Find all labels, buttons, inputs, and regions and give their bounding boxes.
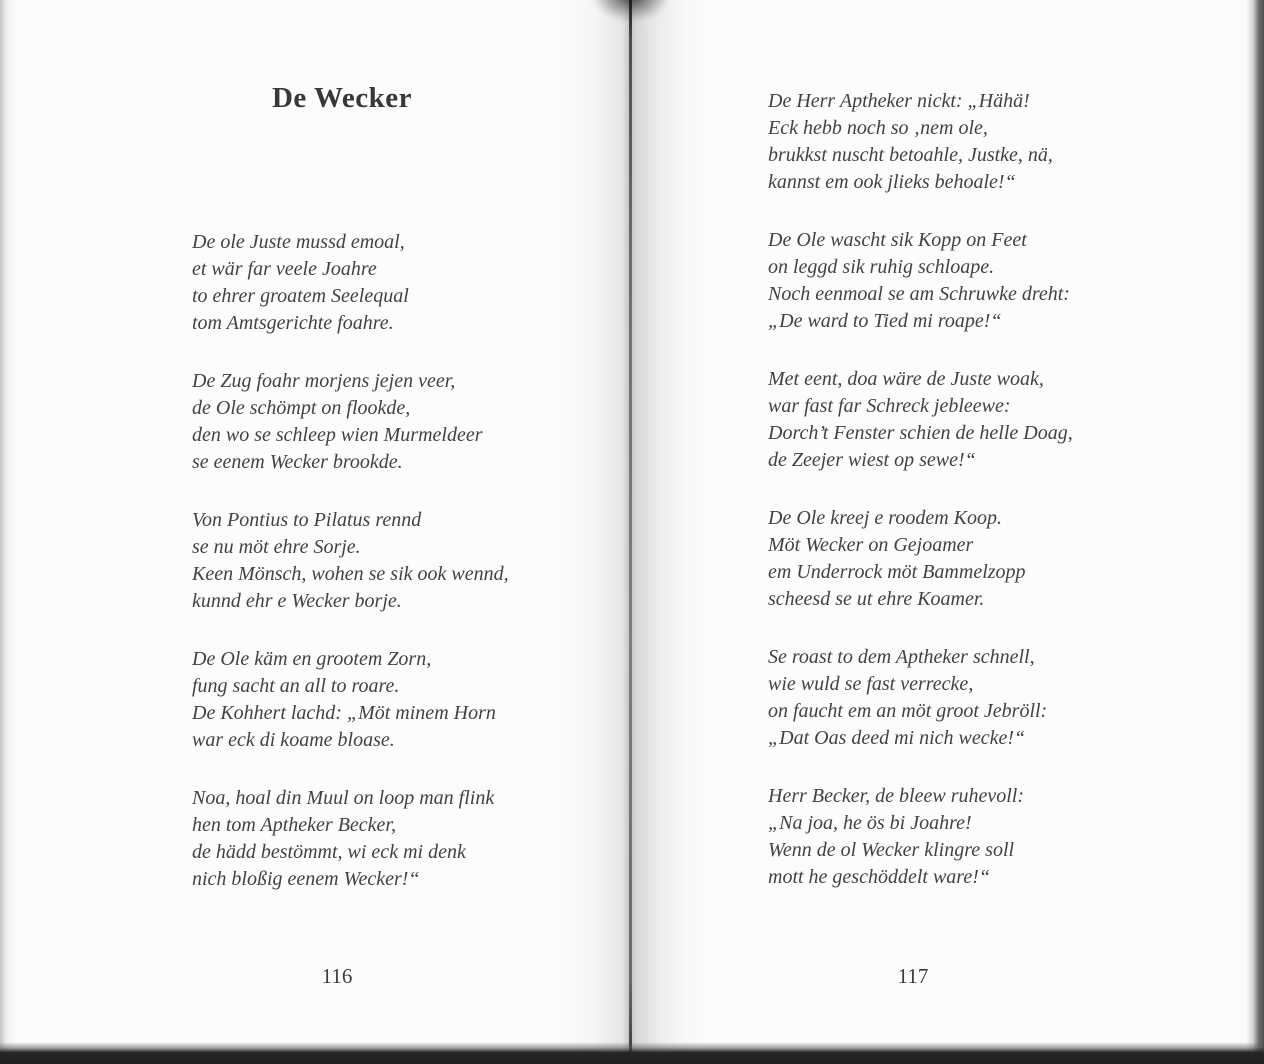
poem-line: Eck hebb noch so ‚nem ole,: [768, 117, 988, 139]
poem-line: nich bloßig eenem Wecker!“: [192, 868, 420, 890]
page-right: [634, 0, 1264, 1064]
poem-line: de Zeejer wiest op sewe!“: [768, 449, 976, 471]
poem-line: kunnd ehr e Wecker borje.: [192, 590, 402, 612]
poem-line: Noa, hoal din Muul on loop man flink: [192, 787, 495, 809]
poem-line: war eck di koame bloase.: [192, 729, 395, 751]
poem-line: De Ole kreej e roodem Koop.: [768, 507, 1003, 529]
poem-line: „De ward to Tied mi roape!“: [768, 310, 1002, 332]
poem-line: „Dat Oas deed mi nich wecke!“: [768, 727, 1026, 749]
poem-line: Herr Becker, de bleew ruhevoll:: [768, 785, 1025, 807]
poem-line: et wär far veele Joahre: [192, 258, 377, 280]
poem-line: Dorch’t Fenster schien de helle Doag,: [768, 422, 1073, 444]
page-left: [0, 0, 630, 1064]
poem-line: hen tom Aptheker Becker,: [192, 814, 396, 836]
poem-line: se nu möt ehre Sorje.: [192, 536, 361, 558]
poem-stanza: [192, 507, 542, 615]
poem-stanza: [192, 646, 542, 754]
poem-stanza: [768, 227, 1098, 335]
poem-stanza: [768, 644, 1098, 752]
scan-edge-right: [1246, 0, 1264, 1064]
poem-line: on leggd sik ruhig schloape.: [768, 256, 995, 278]
poem-stanza: [192, 785, 542, 893]
poem-line: wie wuld se fast verrecke,: [768, 673, 974, 695]
poem-line: fung sacht an all to roare.: [192, 675, 400, 697]
poem-line: Von Pontius to Pilatus rennd: [192, 509, 422, 531]
page-number-right: 117: [897, 964, 929, 988]
poem-stanza: [768, 505, 1098, 613]
poem-line: „Na joa, he ös bi Joahre!: [768, 812, 972, 834]
poem-line: Möt Wecker on Gejoamer: [768, 534, 974, 556]
poem-line: to ehrer groatem Seelequal: [192, 285, 409, 307]
poem-stanza: [768, 366, 1098, 474]
poem-line: de hädd bestömmt, wi eck mi denk: [192, 841, 466, 863]
poem-line: scheesd se ut ehre Koamer.: [768, 588, 985, 610]
poem-line: Se roast to dem Aptheker schnell,: [768, 646, 1035, 668]
poem-column-right: [768, 88, 1098, 922]
poem-stanza: [768, 88, 1098, 196]
poem-line: brukkst nuscht betoahle, Justke, nä,: [768, 144, 1053, 166]
scan-edge-left: [0, 0, 16, 1064]
poem-stanza: [768, 783, 1098, 891]
poem-line: De Herr Aptheker nickt: „Hähä!: [768, 90, 1030, 112]
gutter-top-shadow: [583, 0, 679, 46]
poem-line: on faucht em an möt groot Jebröll:: [768, 700, 1048, 722]
poem-title: De Wecker: [271, 82, 413, 114]
poem-stanza: [192, 368, 542, 476]
poem-line: mott he geschöddelt ware!“: [768, 866, 991, 888]
poem-line: De Ole wascht sik Kopp on Feet: [768, 229, 1027, 251]
poem-line: tom Amtsgerichte foahre.: [192, 312, 394, 334]
poem-line: kannst em ook jlieks behoale!“: [768, 171, 1016, 193]
poem-line: den wo se schleep wien Murmeldeer: [192, 424, 483, 446]
poem-line: war fast far Schreck jebleewe:: [768, 395, 1011, 417]
poem-line: De ole Juste mussd emoal,: [192, 231, 405, 253]
poem-column-left: [192, 229, 542, 924]
poem-line: de Ole schömpt on flookde,: [192, 397, 411, 419]
book-spine-line: [629, 0, 632, 1064]
poem-line: Keen Mönsch, wohen se sik ook wennd,: [192, 563, 509, 585]
poem-line: De Ole käm en grootem Zorn,: [192, 648, 432, 670]
poem-stanza: [192, 229, 542, 337]
poem-line: em Underrock möt Bammelzopp: [768, 561, 1026, 583]
page-number-left: 116: [321, 964, 353, 988]
poem-line: Noch eenmoal se am Schruwke dreht:: [768, 283, 1070, 305]
scan-edge-bottom: [0, 1042, 1264, 1064]
poem-line: Met eent, doa wäre de Juste woak,: [768, 368, 1044, 390]
poem-line: Wenn de ol Wecker klingre soll: [768, 839, 1015, 861]
poem-line: se eenem Wecker brookde.: [192, 451, 403, 473]
poem-line: De Zug foahr morjens jejen veer,: [192, 370, 456, 392]
poem-line: De Kohhert lachd: „Möt minem Horn: [192, 702, 496, 724]
